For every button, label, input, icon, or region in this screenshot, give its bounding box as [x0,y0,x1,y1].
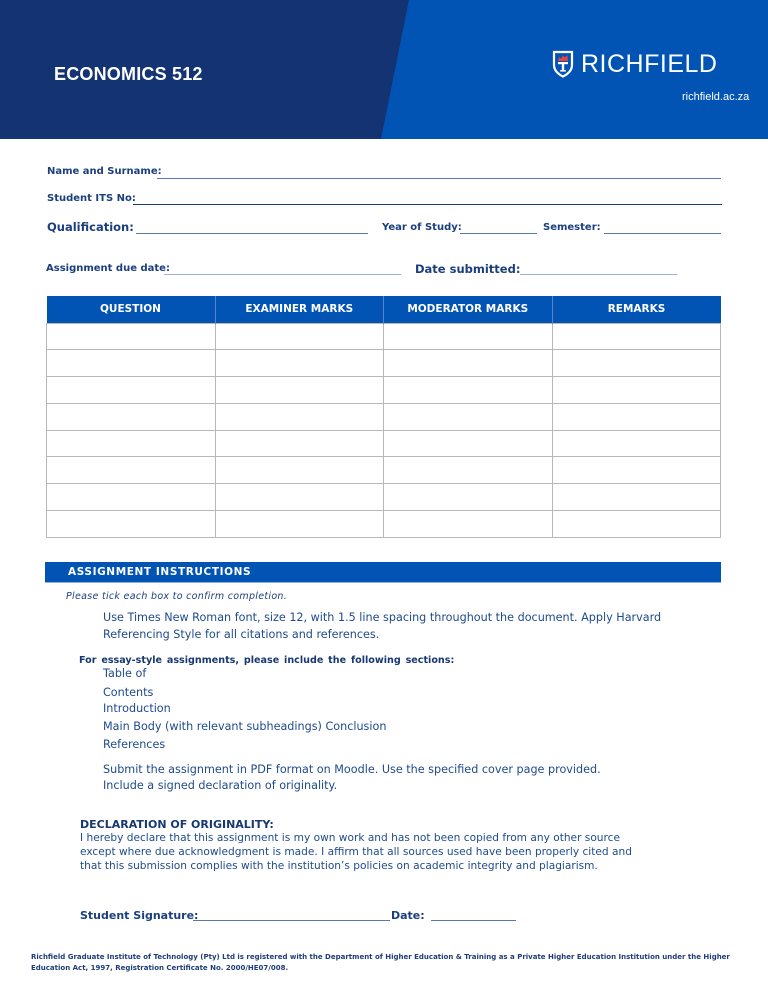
section-item: Main Body (with relevant subheadings) Conclusion [103,720,387,733]
table-row [47,457,721,484]
declaration-line: I hereby declare that this assignment is my own work and has not been copied from any other source [80,832,620,844]
question-cell[interactable] [47,403,216,430]
marks-table [46,296,721,538]
student-signature-field[interactable] [193,920,390,921]
table-row [47,350,721,377]
table-row [47,377,721,404]
column-header-remarks: REMARKS [552,296,721,323]
table-row [47,403,721,430]
moderator-marks-cell[interactable] [384,350,553,377]
moderator-marks-cell[interactable] [384,511,553,538]
year-of-study-field[interactable] [460,233,537,234]
column-header-question: QUESTION [47,296,216,323]
submission-instruction-line1: Submit the assignment in PDF format on Moodle. Use the specified cover page provided. [103,763,601,776]
remarks-cell[interactable] [552,350,721,377]
assignment-due-date-field[interactable] [164,274,401,275]
semester-label: Semester: [543,222,601,233]
question-cell[interactable] [47,430,216,457]
instructions-title: ASSIGNMENT INSTRUCTIONS [68,566,252,578]
moderator-marks-cell[interactable] [384,484,553,511]
question-cell[interactable] [47,377,216,404]
footer-line: Education Act, 1997, Registration Certificate No. 2000/HE07/008. [31,964,289,972]
table-row [47,511,721,538]
signature-date-label: Date: [391,909,425,922]
student-its-label: Student ITS No: [47,193,136,204]
declaration-line: that this submission complies with the institution’s policies on academic integrity and plagiarism. [80,860,598,872]
examiner-marks-cell[interactable] [215,457,384,484]
question-cell[interactable] [47,484,216,511]
qualification-field[interactable] [136,233,368,234]
year-of-study-label: Year of Study: [382,222,462,233]
marks-table-header [47,296,721,323]
shield-torch-icon [552,50,574,78]
student-its-field[interactable] [133,204,722,205]
moderator-marks-cell[interactable] [384,457,553,484]
remarks-cell[interactable] [552,430,721,457]
table-row [47,484,721,511]
section-item: References [103,738,166,751]
semester-field[interactable] [604,233,721,234]
question-cell[interactable] [47,511,216,538]
name-surname-label: Name and Surname: [47,166,162,177]
examiner-marks-cell[interactable] [215,377,384,404]
instructions-header-bar [45,562,721,583]
examiner-marks-cell[interactable] [215,403,384,430]
richfield-logo [552,50,717,78]
examiner-marks-cell[interactable] [215,511,384,538]
name-surname-field[interactable] [157,178,721,179]
section-item: Introduction [103,702,171,715]
course-title: ECONOMICS 512 [54,64,203,84]
examiner-marks-cell[interactable] [215,350,384,377]
qualification-label: Qualification: [47,220,134,234]
header-banner [0,0,768,139]
examiner-marks-cell[interactable] [215,484,384,511]
formatting-instruction-line2: Referencing Style for all citations and references. [103,628,380,641]
question-cell[interactable] [47,323,216,350]
signature-date-field[interactable] [431,920,516,921]
table-row [47,323,721,350]
formatting-instruction-line1: Use Times New Roman font, size 12, with 1.5 line spacing throughout the document. Apply Harvard [103,611,662,624]
declaration-title: DECLARATION OF ORIGINALITY: [80,818,274,831]
moderator-marks-cell[interactable] [384,323,553,350]
moderator-marks-cell[interactable] [384,377,553,404]
question-cell[interactable] [47,457,216,484]
registration-footer [31,952,730,974]
examiner-marks-cell[interactable] [215,323,384,350]
moderator-marks-cell[interactable] [384,403,553,430]
declaration-body [80,831,680,873]
section-item: Contents [103,686,154,699]
examiner-marks-cell[interactable] [215,430,384,457]
table-row [47,430,721,457]
footer-line: Richfield Graduate Institute of Technology (Pty) Ltd is registered with the Department of Higher Education & Training as a Private Higher Education Institution under the Higher [31,953,730,961]
remarks-cell[interactable] [552,511,721,538]
remarks-cell[interactable] [552,323,721,350]
column-header-moderator-marks: MODERATOR MARKS [384,296,553,323]
instructions-note: Please tick each box to confirm completion. [66,591,288,602]
remarks-cell[interactable] [552,403,721,430]
column-header-examiner-marks: EXAMINER MARKS [215,296,384,323]
essay-sections-heading: For essay-style assignments, please include the following sections: [79,655,455,666]
remarks-cell[interactable] [552,377,721,404]
declaration-line: except where due acknowledgment is made. I affirm that all sources used have been properly cited and [80,846,632,858]
submission-instruction-line2: Include a signed declaration of originality. [103,779,338,792]
date-submitted-field[interactable] [520,274,677,275]
remarks-cell[interactable] [552,484,721,511]
moderator-marks-cell[interactable] [384,430,553,457]
brand-url: richfield.ac.za [682,91,750,103]
section-item: Table of [103,667,147,680]
student-signature-label: Student Signature: [80,909,199,922]
date-submitted-label: Date submitted: [415,262,521,276]
remarks-cell[interactable] [552,457,721,484]
brand-name: RICHFIELD [581,49,718,78]
question-cell[interactable] [47,350,216,377]
assignment-due-date-label: Assignment due date: [46,263,170,274]
